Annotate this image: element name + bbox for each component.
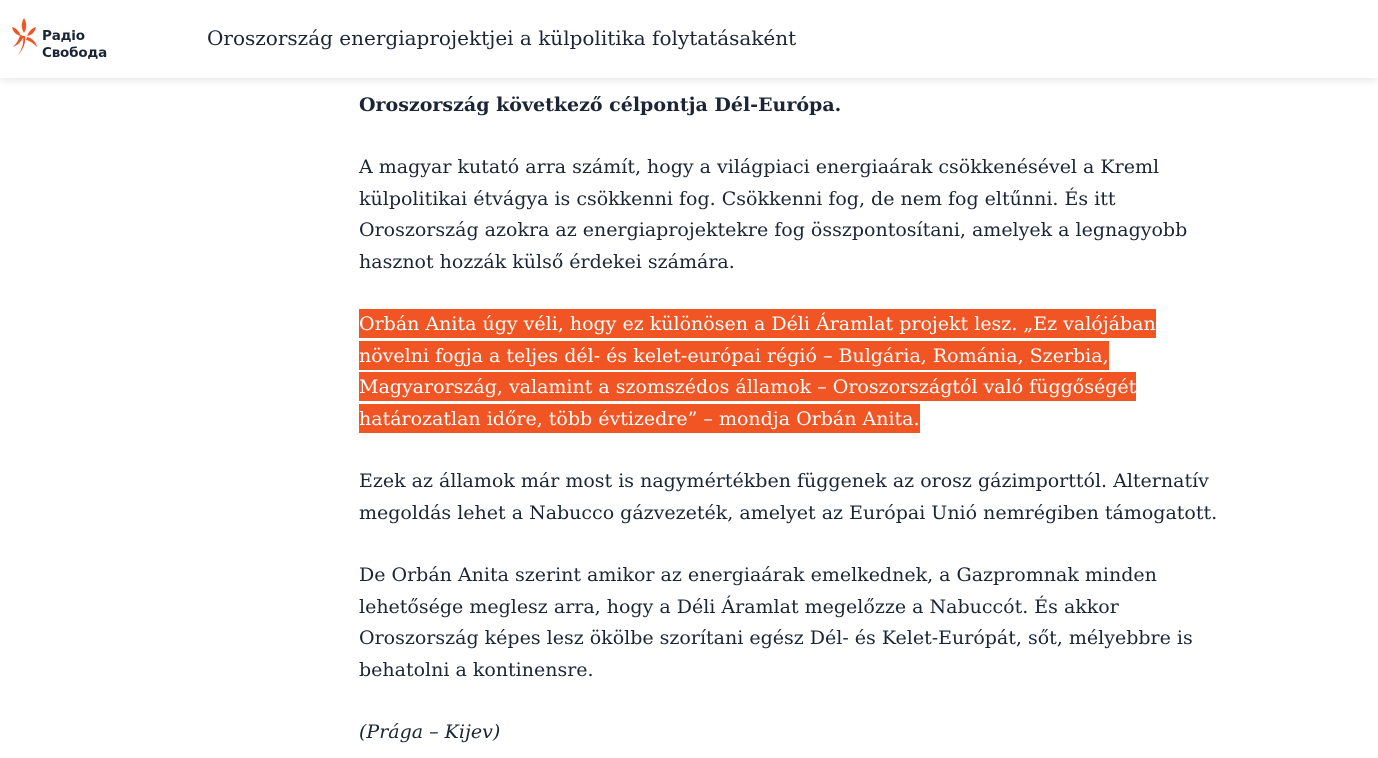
highlighted-line[interactable]: Magyarország, valamint a szomszédos államok – Oroszországtól való függőségét — [359, 372, 1136, 401]
paragraph-line: behatolni a kontinensre. — [359, 658, 594, 681]
paragraph-line: Ezek az államok már most is nagymértékben függenek az orosz gázimporttól. Alternatív — [359, 470, 1209, 492]
article-byline: (Prága – Kijev) — [359, 721, 501, 743]
rfe-flame-logo-icon — [8, 16, 42, 64]
logo-line-2: Свобода — [42, 45, 108, 61]
article-subhead: Oroszország következő célpontja Dél-Európa. — [359, 94, 842, 116]
paragraph-line: Oroszország azokra az energiaprojektekre fog összpontosítani, amelyek a legnagyobb — [359, 219, 1188, 241]
highlighted-line[interactable]: határozatlan időre, több évtizedre” – mondja Orbán Anita. — [359, 404, 920, 433]
article-paragraph-3 — [359, 466, 1218, 529]
site-logo[interactable] — [8, 16, 128, 64]
paragraph-line: külpolitikai étvágya is csökkenni fog. Csökkenni fog, de nem fog eltűnni. És itt — [359, 187, 1116, 210]
paragraph-line: A magyar kutató arra számít, hogy a világpiaci energiaárak csökkenésével a Kreml — [359, 156, 1160, 178]
paragraph-line: lehetősége meglesz arra, hogy a Déli Áramlat megelőzze a Nabuccót. És akkor — [359, 595, 1119, 618]
article-body — [359, 90, 1218, 749]
logo-wordmark — [42, 28, 107, 62]
paragraph-line: hasznot hozzák külső érdekei számára. — [359, 250, 735, 273]
article-paragraph-highlighted-quote[interactable] — [359, 309, 1209, 435]
highlighted-line[interactable]: Orbán Anita úgy véli, hogy ez különösen a Déli Áramlat projekt lesz. „Ez valójában — [359, 309, 1156, 338]
paragraph-line: De Orbán Anita szerint amikor az energiaárak emelkednek, a Gazpromnak minden — [359, 564, 1157, 586]
paragraph-line: megoldás lehet a Nabucco gázvezeték, amelyet az Európai Unió nemrégiben támogatott. — [359, 501, 1218, 524]
paragraph-line: Oroszország képes lesz ökölbe szorítani egész Dél- és Kelet-Európát, sőt, mélyebbre is — [359, 627, 1193, 649]
article-paragraph-4 — [359, 560, 1209, 686]
highlighted-line[interactable]: növelni fogja a teljes dél- és kelet-európai régió – Bulgária, Románia, Szerbia, — [359, 341, 1109, 370]
logo-line-1: Радіо — [42, 28, 85, 44]
article-paragraph-1 — [359, 152, 1209, 278]
page-title: Oroszország energiaprojektjei a külpolitika folytatásaként — [207, 26, 797, 50]
top-bar — [0, 0, 1378, 78]
